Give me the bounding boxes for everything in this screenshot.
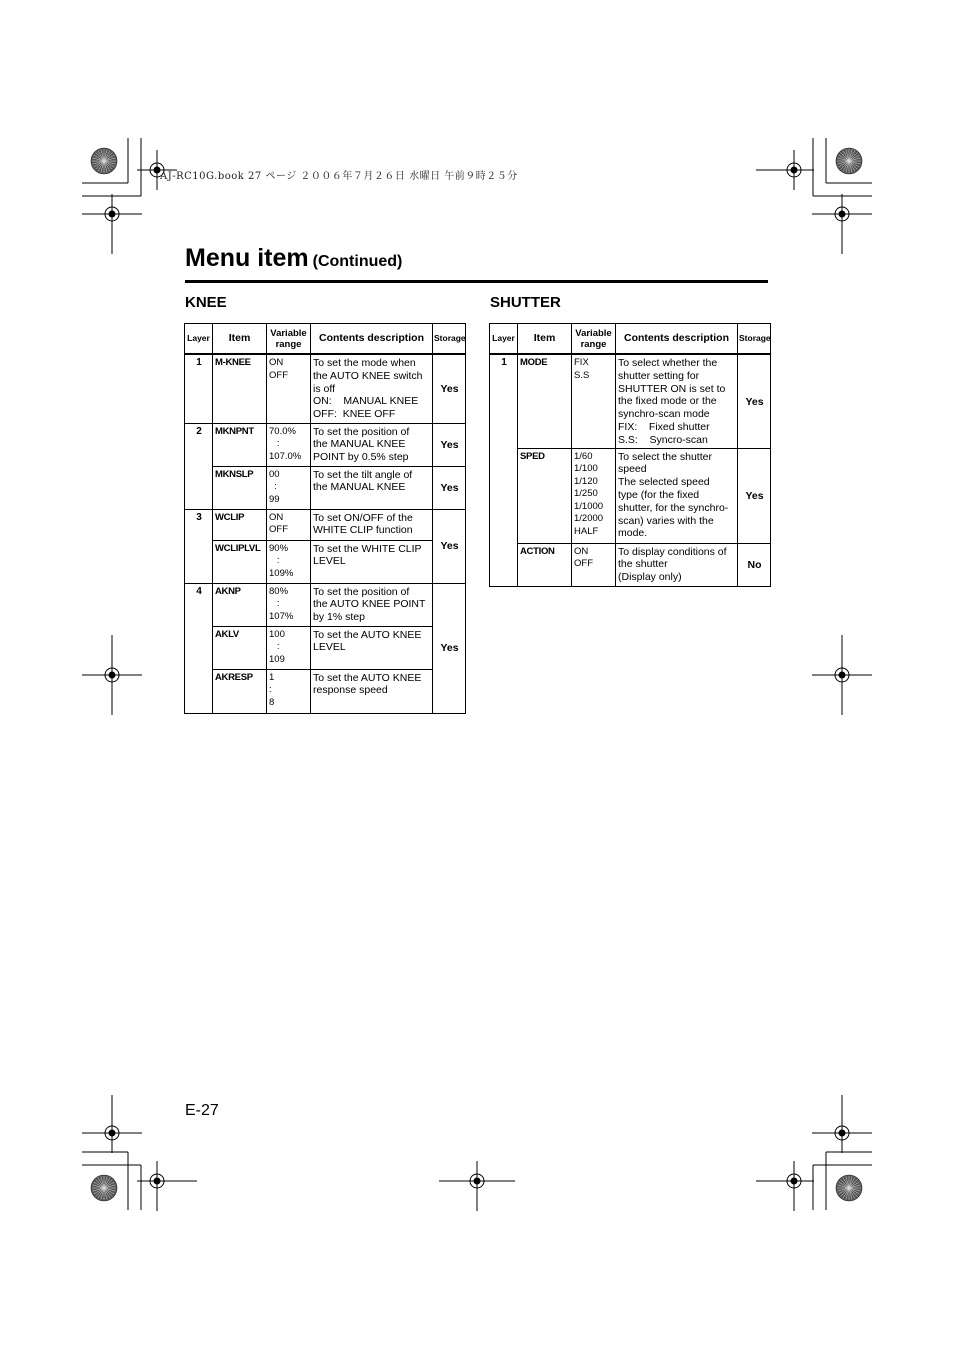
shutter-section-title: SHUTTER: [490, 294, 561, 311]
storage-cell: Yes: [738, 354, 771, 448]
storage-cell: Yes: [433, 423, 466, 466]
storage-cell: No: [738, 543, 771, 586]
item-cell: MKNSLP: [213, 466, 267, 509]
item-cell: AKLV: [213, 626, 267, 669]
storage-cell: Yes: [433, 466, 466, 509]
print-header-line: AJ-RC10G.book 27 ページ ２００６年７月２６日 水曜日 午前９時２５分: [160, 171, 518, 182]
knee-section-title: KNEE: [185, 294, 227, 311]
col-range: Variable range: [572, 324, 616, 355]
col-item: Item: [213, 324, 267, 355]
range-cell: 100 : 109: [267, 626, 311, 669]
table-row: [185, 626, 466, 669]
range-cell: ON OFF: [267, 509, 311, 540]
item-cell: SPED: [518, 448, 572, 543]
layer-cell: 3: [185, 509, 213, 583]
range-cell: 80% : 107%: [267, 583, 311, 626]
item-cell: ACTION: [518, 543, 572, 586]
col-storage: Storage: [738, 324, 771, 355]
range-cell: ON OFF: [267, 354, 311, 423]
desc-cell: To set the WHITE CLIP LEVEL: [311, 540, 433, 583]
storage-cell: Yes: [433, 509, 466, 583]
col-storage: Storage: [433, 324, 466, 355]
table-row: [185, 354, 466, 423]
layer-cell: 1: [490, 354, 518, 586]
item-cell: MKNPNT: [213, 423, 267, 466]
item-cell: WCLIP: [213, 509, 267, 540]
desc-cell: To set the position of the AUTO KNEE POINT by 1% step: [311, 583, 433, 626]
item-cell: AKNP: [213, 583, 267, 626]
table-row: [185, 669, 466, 713]
page-title-main: Menu item: [185, 244, 309, 272]
table-row: [490, 543, 771, 586]
item-cell: M-KNEE: [213, 354, 267, 423]
col-desc: Contents description: [616, 324, 738, 355]
desc-cell: To set the position of the MANUAL KNEE POINT by 0.5% step: [311, 423, 433, 466]
item-cell: WCLIPLVL: [213, 540, 267, 583]
desc-cell: To select the shutter speed The selected speed type (for the fixed shutter, for the synchro- scan) varies with the mode.: [616, 448, 738, 543]
storage-cell: Yes: [433, 354, 466, 423]
table-row: [185, 540, 466, 583]
range-cell: 1 : 8: [267, 669, 311, 713]
col-layer: Layer: [490, 324, 518, 355]
storage-cell: Yes: [738, 448, 771, 543]
layer-cell: 4: [185, 583, 213, 713]
desc-cell: To set the AUTO KNEE response speed: [311, 669, 433, 713]
range-cell: 90% : 109%: [267, 540, 311, 583]
col-item: Item: [518, 324, 572, 355]
range-cell: 70.0% : 107.0%: [267, 423, 311, 466]
range-cell: FIX S.S: [572, 354, 616, 448]
range-cell: 00 : 99: [267, 466, 311, 509]
desc-cell: To set the tilt angle of the MANUAL KNEE: [311, 466, 433, 509]
desc-cell: To set the mode when the AUTO KNEE switch is off ON: MANUAL KNEE OFF: KNEE OFF: [311, 354, 433, 423]
knee-table: [184, 323, 466, 714]
knee-header-row: [185, 324, 466, 355]
shutter-header-row: [490, 324, 771, 355]
page-number: E-27: [185, 1102, 219, 1119]
col-desc: Contents description: [311, 324, 433, 355]
table-row: [185, 466, 466, 509]
layer-cell: 2: [185, 423, 213, 509]
range-cell: 1/60 1/100 1/120 1/250 1/1000 1/2000 HALF: [572, 448, 616, 543]
layer-cell: 1: [185, 354, 213, 423]
range-cell: ON OFF: [572, 543, 616, 586]
title-rule: [185, 280, 768, 283]
desc-cell: To display conditions of the shutter (Display only): [616, 543, 738, 586]
desc-cell: To set the AUTO KNEE LEVEL: [311, 626, 433, 669]
item-cell: MODE: [518, 354, 572, 448]
table-row: [185, 583, 466, 626]
page-title: [185, 244, 402, 273]
table-row: [185, 423, 466, 466]
table-row: [185, 509, 466, 540]
storage-cell: Yes: [433, 583, 466, 713]
table-row: [490, 354, 771, 448]
shutter-table: [489, 323, 771, 587]
col-layer: Layer: [185, 324, 213, 355]
desc-cell: To set ON/OFF of the WHITE CLIP function: [311, 509, 433, 540]
page-title-continued: (Continued): [312, 253, 403, 270]
col-range: Variable range: [267, 324, 311, 355]
table-row: [490, 448, 771, 543]
item-cell: AKRESP: [213, 669, 267, 713]
desc-cell: To select whether the shutter setting for SHUTTER ON is set to the fixed mode or the synchro-scan mode FIX: Fixed shutter S.S: Syncro-scan: [616, 354, 738, 448]
